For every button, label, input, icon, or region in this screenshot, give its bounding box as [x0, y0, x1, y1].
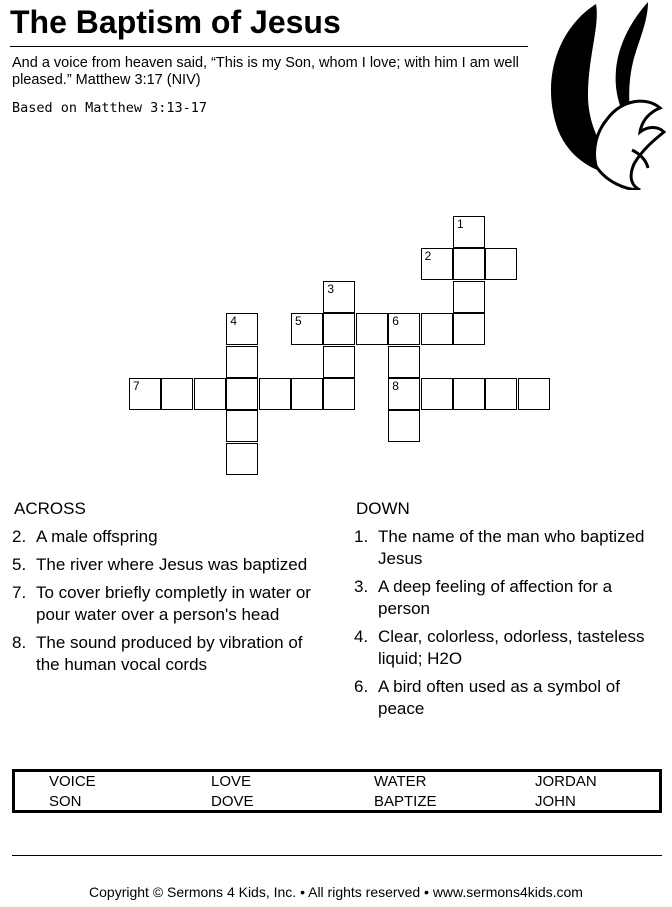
crossword-cell[interactable] [388, 313, 420, 345]
word-bank-item: JOHN [535, 793, 576, 810]
crossword-cell[interactable] [291, 378, 323, 410]
clue-number: 3. [354, 577, 369, 596]
clue-item [12, 554, 312, 576]
clue-text: To cover briefly completly in water or pour water over a person's head [36, 583, 311, 624]
clue-number: 5. [12, 555, 27, 574]
crossword-cell[interactable] [129, 378, 161, 410]
word-bank-item: SON [49, 793, 82, 810]
crossword-cell[interactable] [356, 313, 388, 345]
clue-item [354, 576, 664, 620]
clue-text: A deep feeling of affection for a person [378, 577, 613, 618]
clue-number-label: 2 [424, 249, 432, 264]
crossword-cell[interactable] [291, 313, 323, 345]
crossword-cell[interactable] [323, 281, 355, 313]
clue-text: Clear, colorless, odorless, tasteless liquid; H2O [378, 627, 645, 668]
clue-text: A male offspring [36, 527, 158, 546]
scripture-verse: And a voice from heaven said, “This is my Son, whom I love; with him I am well pleased.” Matthew 3:17 (NIV) [12, 55, 519, 88]
crossword-cell[interactable] [259, 378, 291, 410]
crossword-cell[interactable] [388, 410, 420, 442]
clue-number: 7. [12, 583, 27, 602]
across-heading: ACROSS [14, 499, 86, 518]
crossword-cell[interactable] [453, 313, 485, 345]
crossword-cell[interactable] [453, 216, 485, 248]
down-clues [354, 526, 664, 726]
word-bank [12, 769, 662, 813]
clue-number-label: 5 [295, 314, 302, 329]
clue-number-label: 6 [392, 314, 399, 329]
clue-item [354, 526, 664, 570]
clue-text: The river where Jesus was baptized [36, 555, 308, 574]
word-bank-item: WATER [374, 773, 427, 790]
crossword-cell[interactable] [226, 378, 258, 410]
crossword-cell[interactable] [453, 281, 485, 313]
down-heading: DOWN [356, 499, 410, 518]
crossword-cell[interactable] [518, 378, 550, 410]
clue-number: 8. [12, 633, 27, 652]
clue-item [12, 632, 312, 676]
word-bank-item: JORDAN [535, 773, 597, 790]
clue-item [12, 526, 312, 548]
clue-item [354, 676, 664, 720]
page-title: The Baptism of Jesus [10, 4, 341, 40]
crossword-cell[interactable] [421, 313, 453, 345]
across-clues [12, 526, 312, 682]
clue-item [12, 582, 312, 626]
crossword-cell[interactable] [323, 313, 355, 345]
crossword-cell[interactable] [421, 378, 453, 410]
clue-item [354, 626, 664, 670]
word-bank-item: DOVE [211, 793, 254, 810]
crossword-cell[interactable] [226, 346, 258, 378]
scripture-reference: Based on Matthew 3:13-17 [12, 100, 208, 116]
crossword-cell[interactable] [226, 410, 258, 442]
clue-number-label: 8 [392, 379, 399, 393]
crossword-cell[interactable] [453, 378, 485, 410]
crossword-cell[interactable] [226, 313, 258, 345]
crossword-cell[interactable] [485, 248, 517, 280]
copyright-footer: Copyright © Sermons 4 Kids, Inc. • All rights reserved • www.sermons4kids.com [89, 884, 583, 900]
crossword-cell[interactable] [421, 248, 453, 280]
clue-number: 1. [354, 527, 369, 546]
clue-number: 4. [354, 627, 369, 646]
word-bank-item: VOICE [49, 773, 96, 790]
crossword-cell[interactable] [194, 378, 226, 410]
crossword-cell[interactable] [323, 378, 355, 410]
footer-divider [12, 855, 662, 856]
crossword-cell[interactable] [388, 378, 420, 410]
word-bank-item: BAPTIZE [374, 793, 437, 810]
clue-text: A bird often used as a symbol of peace [378, 677, 620, 718]
crossword-cell[interactable] [388, 346, 420, 378]
clue-number-label: 4 [230, 314, 237, 329]
clue-number: 2. [12, 527, 27, 546]
clue-number: 6. [354, 677, 369, 696]
clue-number-label: 3 [327, 281, 335, 296]
clue-text: The name of the man who baptized Jesus [378, 527, 645, 568]
crossword-cell[interactable] [485, 378, 517, 410]
crossword-cell[interactable] [161, 378, 193, 410]
crossword-cell[interactable] [323, 346, 355, 378]
clue-text: The sound produced by vibration of the human vocal cords [36, 633, 303, 674]
word-bank-item: LOVE [211, 773, 252, 790]
crossword-cell[interactable] [226, 443, 258, 475]
clue-number-label: 1 [457, 217, 464, 231]
crossword-cell[interactable] [453, 248, 485, 280]
clue-number-label: 7 [133, 379, 140, 393]
